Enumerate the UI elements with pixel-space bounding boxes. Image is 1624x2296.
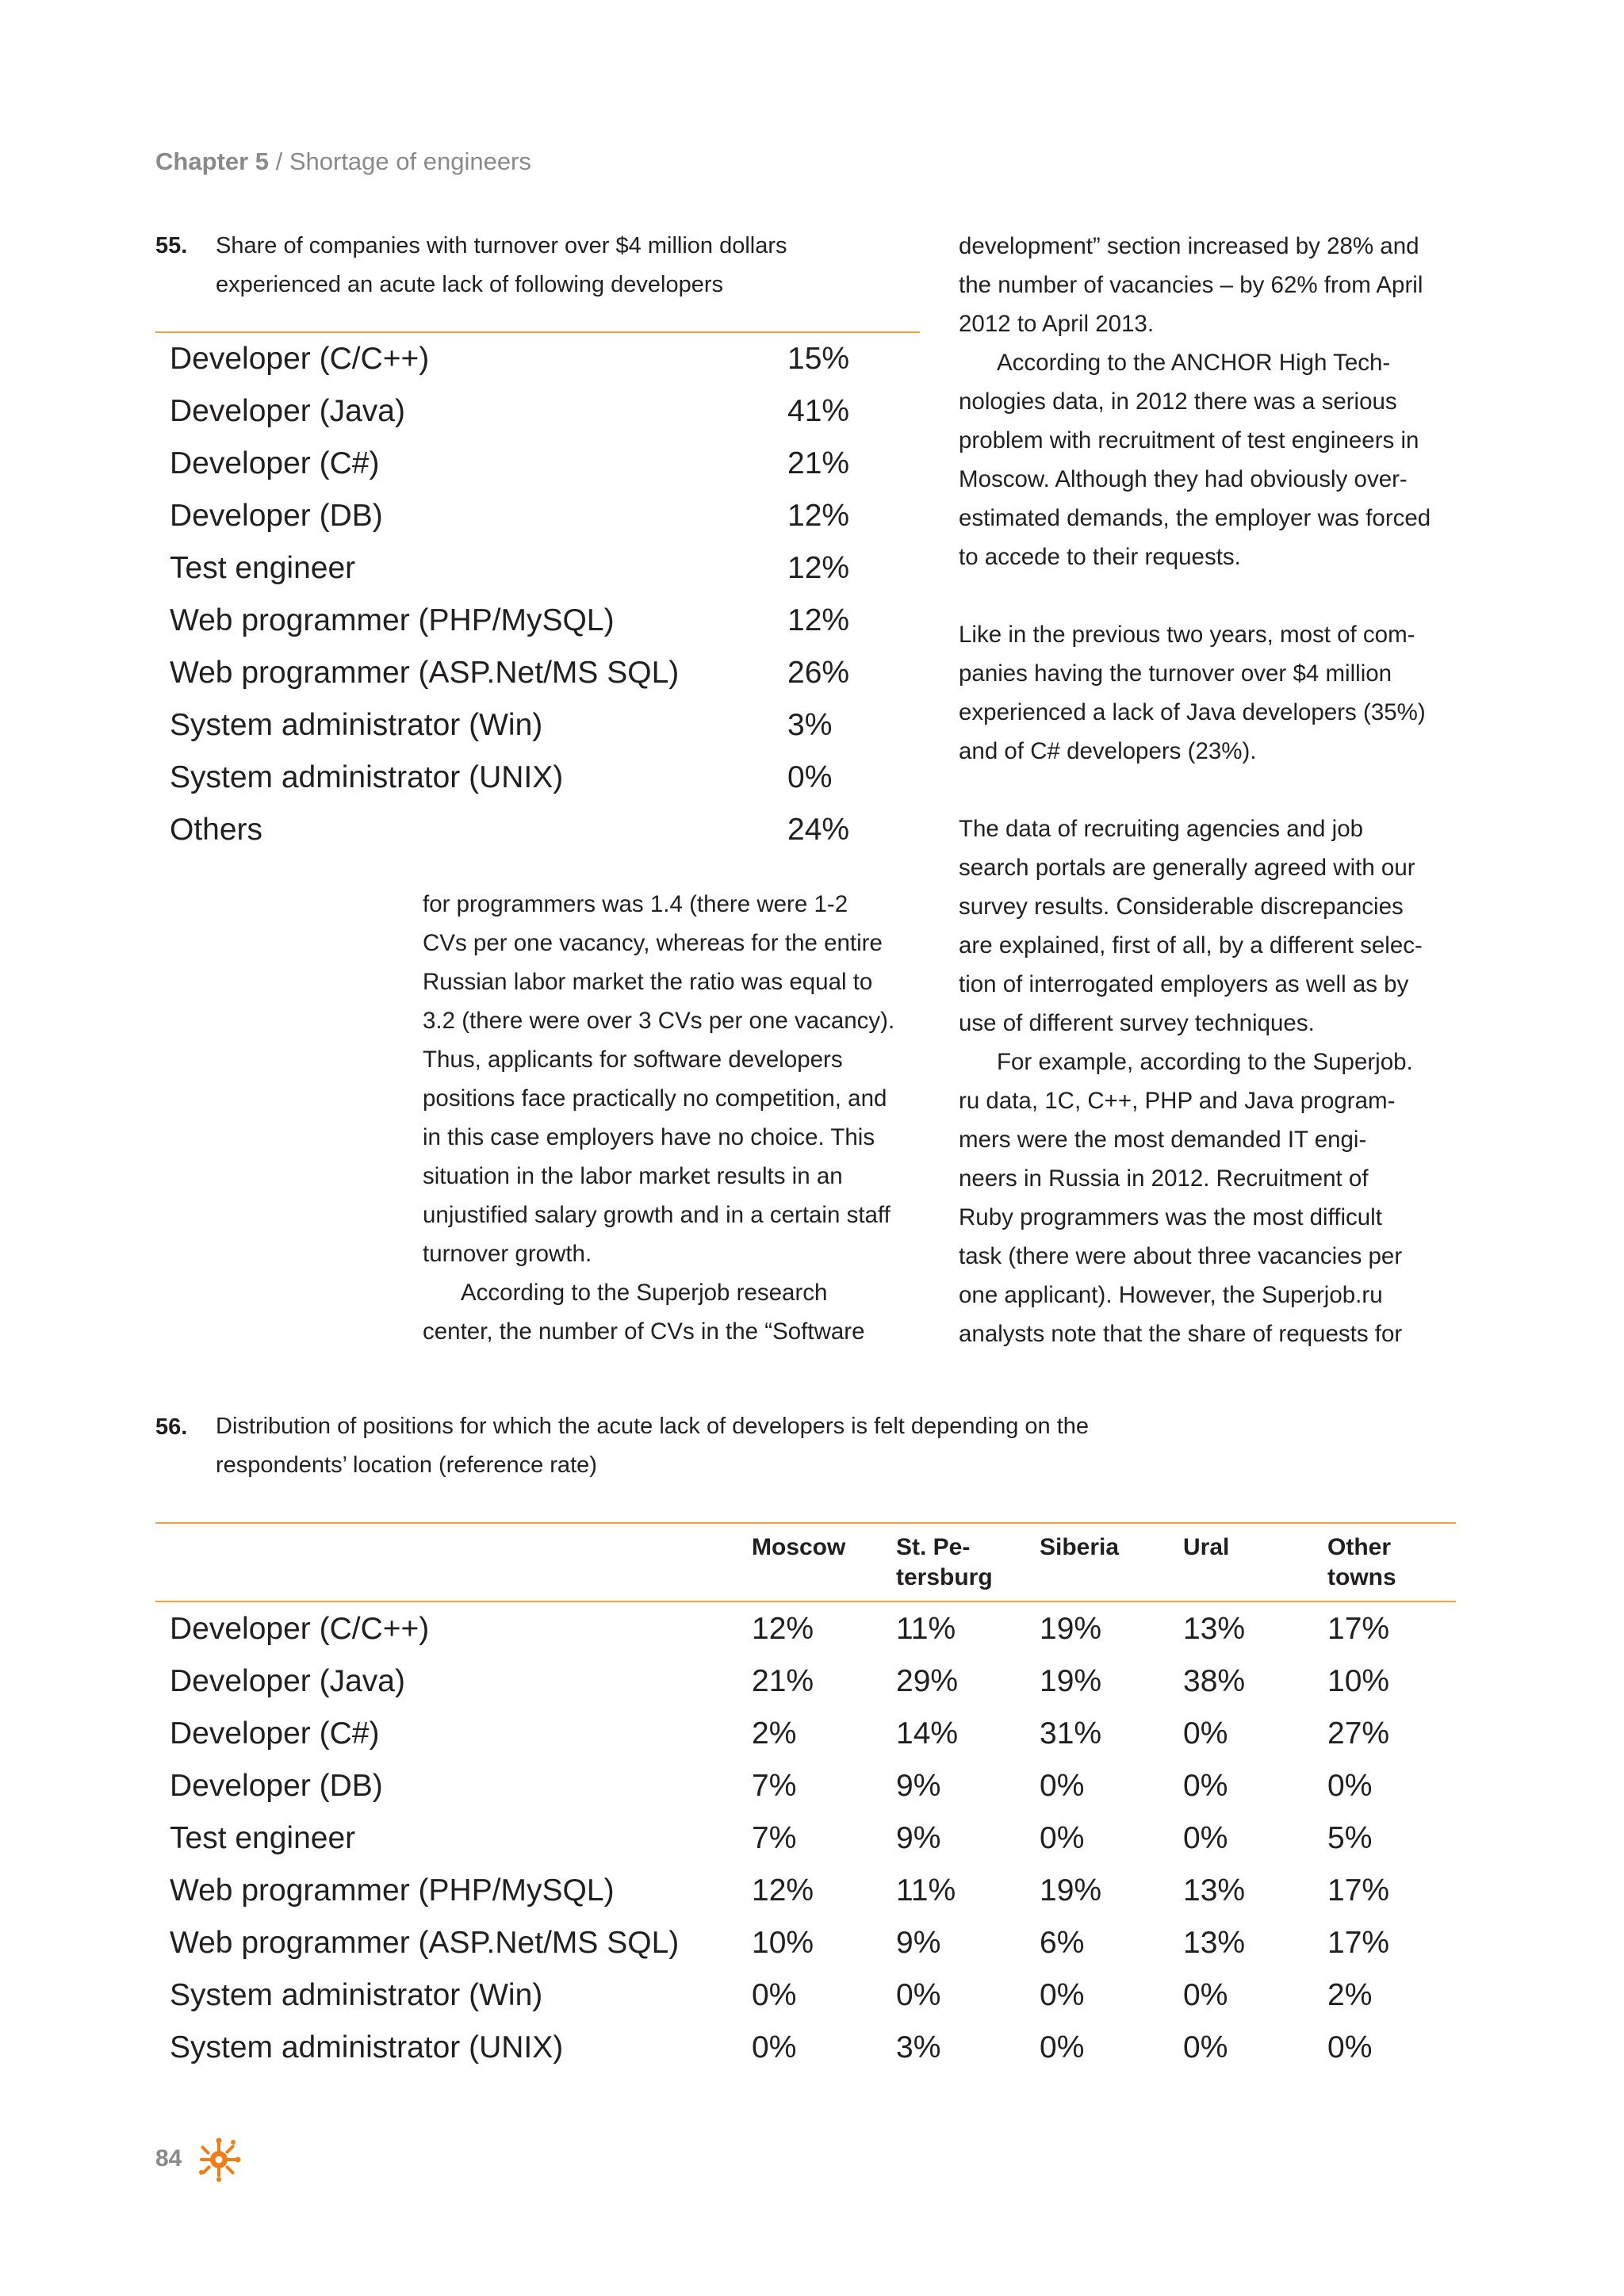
row-value: 21% [787, 446, 850, 480]
chapter-label: Chapter 5 [155, 147, 269, 175]
right-column-text [959, 227, 1431, 1353]
row-label: System administrator (Win) [170, 708, 543, 742]
cell-other-towns: 17% [1327, 1612, 1390, 1646]
text-line: to accede to their requests. [959, 544, 1241, 570]
cell-ural: 13% [1183, 1926, 1246, 1960]
text-line: the number of vacancies – by 62% from April [959, 272, 1423, 298]
orange-splash-logo-icon [197, 2137, 241, 2182]
text-line: panies having the turnover over $4 million [959, 660, 1392, 687]
table-row [155, 752, 917, 804]
cell-moscow: 0% [752, 1978, 797, 2012]
table-row [155, 1760, 1456, 1812]
text-line: experienced a lack of Java developers (35%) [959, 699, 1426, 725]
column-header-ural [1183, 1533, 1229, 1563]
text-line: in this case employers have no choice. This [423, 1124, 875, 1150]
text-line: neers in Russia in 2012. Recruitment of [959, 1165, 1369, 1192]
cell-siberia: 19% [1040, 1664, 1102, 1698]
text-line: mers were the most demanded IT engi- [959, 1127, 1367, 1153]
cell-other-towns: 0% [1327, 1769, 1373, 1803]
row-value: 3% [787, 708, 833, 742]
cell-moscow: 12% [752, 1873, 814, 1908]
table-row [155, 542, 917, 595]
row-label: Developer (DB) [170, 1769, 383, 1803]
table-row [155, 1917, 1456, 1969]
cell-other-towns: 2% [1327, 1978, 1373, 2012]
cell-st-petersburg: 9% [896, 1821, 941, 1855]
row-value: 12% [787, 551, 850, 585]
text-line: search portals are generally agreed with our [959, 855, 1415, 881]
table-row [155, 699, 917, 752]
cell-siberia: 6% [1040, 1926, 1085, 1960]
text-line: nologies data, in 2012 there was a serious [959, 388, 1397, 415]
figure-56-number: 56. [155, 1414, 188, 1440]
caption-line: Distribution of positions for which the acute lack of developers is felt depending on the [216, 1414, 1090, 1439]
text-line: positions face practically no competition, and [423, 1085, 887, 1112]
cell-ural: 0% [1183, 1769, 1228, 1803]
cell-st-petersburg: 11% [896, 1612, 956, 1646]
text-line: CVs per one vacancy, whereas for the entire [423, 930, 883, 956]
table-row [155, 2022, 1456, 2074]
caption-line: respondents’ location (reference rate) [216, 1452, 597, 1478]
cell-moscow: 7% [752, 1821, 797, 1855]
table-row [155, 1708, 1456, 1760]
row-label: Developer (C/C++) [170, 1612, 430, 1646]
page-number: 84 [155, 2145, 182, 2172]
figure-56-caption [216, 1407, 1089, 1485]
table-row [155, 385, 917, 438]
figure-55-number: 55. [155, 233, 188, 258]
text-line: Russian labor market the ratio was equal to [423, 969, 873, 995]
table-row [155, 1969, 1456, 2022]
row-label: Developer (C/C++) [170, 342, 430, 376]
table-row [155, 490, 917, 542]
text-line: for programmers was 1.4 (there were 1-2 [423, 891, 848, 917]
row-label: Test engineer [170, 551, 356, 585]
cell-siberia: 31% [1040, 1716, 1102, 1751]
row-value: 12% [787, 499, 850, 533]
cell-ural: 13% [1183, 1612, 1246, 1646]
cell-other-towns: 0% [1327, 2030, 1373, 2064]
row-value: 15% [787, 342, 850, 376]
table-row [155, 595, 917, 647]
header-line: St. Pe- [896, 1534, 971, 1560]
text-line: analysts note that the share of requests for [959, 1321, 1403, 1347]
header-line: Moscow [752, 1534, 846, 1560]
chapter-title: / Shortage of engineers [275, 147, 531, 175]
cell-ural: 0% [1183, 2030, 1228, 2064]
column-header-other-towns [1327, 1533, 1396, 1593]
middle-column-text [423, 885, 894, 1351]
text-line: 3.2 (there were over 3 CVs per one vacancy). [423, 1008, 895, 1034]
text-line: turnover growth. [423, 1241, 592, 1267]
row-label: Web programmer (PHP/MySQL) [170, 1873, 615, 1908]
row-label: Developer (Java) [170, 394, 405, 428]
row-value: 26% [787, 656, 850, 690]
cell-st-petersburg: 29% [896, 1664, 959, 1698]
text-line: and of C# developers (23%). [959, 738, 1257, 764]
header-line: towns [1327, 1564, 1396, 1590]
header-line: tersburg [896, 1564, 993, 1590]
text-line: problem with recruitment of test engineers in [959, 427, 1419, 453]
cell-st-petersburg: 0% [896, 1978, 941, 2012]
row-label: Web programmer (ASP.Net/MS SQL) [170, 656, 680, 690]
row-value: 24% [787, 813, 850, 847]
cell-siberia: 0% [1040, 1821, 1085, 1855]
cell-siberia: 0% [1040, 1769, 1085, 1803]
table-row [155, 1865, 1456, 1917]
cell-siberia: 19% [1040, 1873, 1102, 1908]
column-header-st-petersburg [896, 1533, 993, 1593]
row-value: 0% [787, 760, 833, 794]
row-label: Others [170, 813, 263, 847]
text-line: According to the ANCHOR High Tech- [997, 350, 1391, 376]
table-row [155, 804, 917, 856]
text-line: tion of interrogated employers as well as by [959, 971, 1409, 997]
cell-other-towns: 17% [1327, 1926, 1390, 1960]
row-value: 12% [787, 603, 850, 637]
table-56-header-rule [155, 1601, 1456, 1602]
row-label: Developer (Java) [170, 1664, 405, 1698]
header-line: Ural [1183, 1534, 1230, 1560]
text-line: unjustified salary growth and in a certain staff [423, 1202, 891, 1228]
cell-moscow: 12% [752, 1612, 814, 1646]
cell-moscow: 10% [752, 1926, 814, 1960]
cell-moscow: 0% [752, 2030, 797, 2064]
table-row [155, 647, 917, 699]
cell-other-towns: 10% [1327, 1664, 1390, 1698]
text-line: The data of recruiting agencies and job [959, 816, 1364, 842]
cell-ural: 0% [1183, 1821, 1228, 1855]
text-line: According to the Superjob research [461, 1280, 828, 1306]
text-line: one applicant). However, the Superjob.ru [959, 1282, 1383, 1308]
text-line: situation in the labor market results in an [423, 1163, 843, 1189]
table-row [155, 438, 917, 490]
cell-st-petersburg: 11% [896, 1873, 956, 1908]
row-label: Developer (C#) [170, 446, 380, 480]
text-line: task (there were about three vacancies per [959, 1243, 1403, 1269]
header-line: Other [1327, 1534, 1392, 1560]
row-value: 41% [787, 394, 850, 428]
row-label: System administrator (UNIX) [170, 2030, 564, 2064]
text-line: Moscow. Although they had obviously over- [959, 466, 1408, 492]
cell-moscow: 21% [752, 1664, 814, 1698]
cell-ural: 13% [1183, 1873, 1246, 1908]
table-row [155, 1603, 1456, 1655]
caption-line: experienced an acute lack of following developers [216, 272, 724, 297]
row-label: Developer (C#) [170, 1716, 380, 1751]
row-label: Web programmer (ASP.Net/MS SQL) [170, 1926, 680, 1960]
column-header-siberia [1040, 1533, 1119, 1563]
cell-ural: 0% [1183, 1978, 1228, 2012]
text-line: 2012 to April 2013. [959, 311, 1155, 337]
text-line: are explained, first of all, by a different selec- [959, 932, 1423, 959]
text-line: development” section increased by 28% and [959, 233, 1419, 259]
cell-other-towns: 5% [1327, 1821, 1373, 1855]
cell-moscow: 7% [752, 1769, 797, 1803]
table-row [155, 1655, 1456, 1708]
cell-moscow: 2% [752, 1716, 797, 1751]
text-line: Thus, applicants for software developers [423, 1047, 843, 1073]
text-line: estimated demands, the employer was forced [959, 505, 1431, 531]
cell-st-petersburg: 9% [896, 1926, 941, 1960]
cell-siberia: 19% [1040, 1612, 1102, 1646]
row-label: Test engineer [170, 1821, 356, 1855]
cell-st-petersburg: 14% [896, 1716, 959, 1751]
row-label: Web programmer (PHP/MySQL) [170, 603, 615, 637]
row-label: Developer (DB) [170, 499, 383, 533]
text-line: ru data, 1C, C++, PHP and Java program- [959, 1088, 1396, 1114]
chapter-header [155, 147, 531, 176]
text-line: use of different survey techniques. [959, 1010, 1315, 1036]
cell-ural: 0% [1183, 1716, 1228, 1751]
cell-st-petersburg: 9% [896, 1769, 941, 1803]
caption-line: Share of companies with turnover over $4 million dollars [216, 233, 787, 258]
cell-other-towns: 17% [1327, 1873, 1390, 1908]
text-line: For example, according to the Superjob. [997, 1049, 1413, 1075]
figure-55-caption [216, 227, 787, 304]
cell-siberia: 0% [1040, 1978, 1085, 2012]
cell-siberia: 0% [1040, 2030, 1085, 2064]
text-line: center, the number of CVs in the “Software [423, 1318, 865, 1345]
table-row [155, 333, 917, 385]
row-label: System administrator (Win) [170, 1978, 543, 2012]
text-line: Like in the previous two years, most of com- [959, 622, 1415, 648]
column-header-moscow [752, 1533, 845, 1563]
header-line: Siberia [1040, 1534, 1120, 1560]
row-label: System administrator (UNIX) [170, 760, 564, 794]
cell-ural: 38% [1183, 1664, 1246, 1698]
text-line: Ruby programmers was the most difficult [959, 1204, 1382, 1230]
table-56-top-rule [155, 1522, 1456, 1524]
text-line: survey results. Considerable discrepancies [959, 894, 1404, 920]
table-row [155, 1812, 1456, 1865]
cell-st-petersburg: 3% [896, 2030, 941, 2064]
cell-other-towns: 27% [1327, 1716, 1390, 1751]
